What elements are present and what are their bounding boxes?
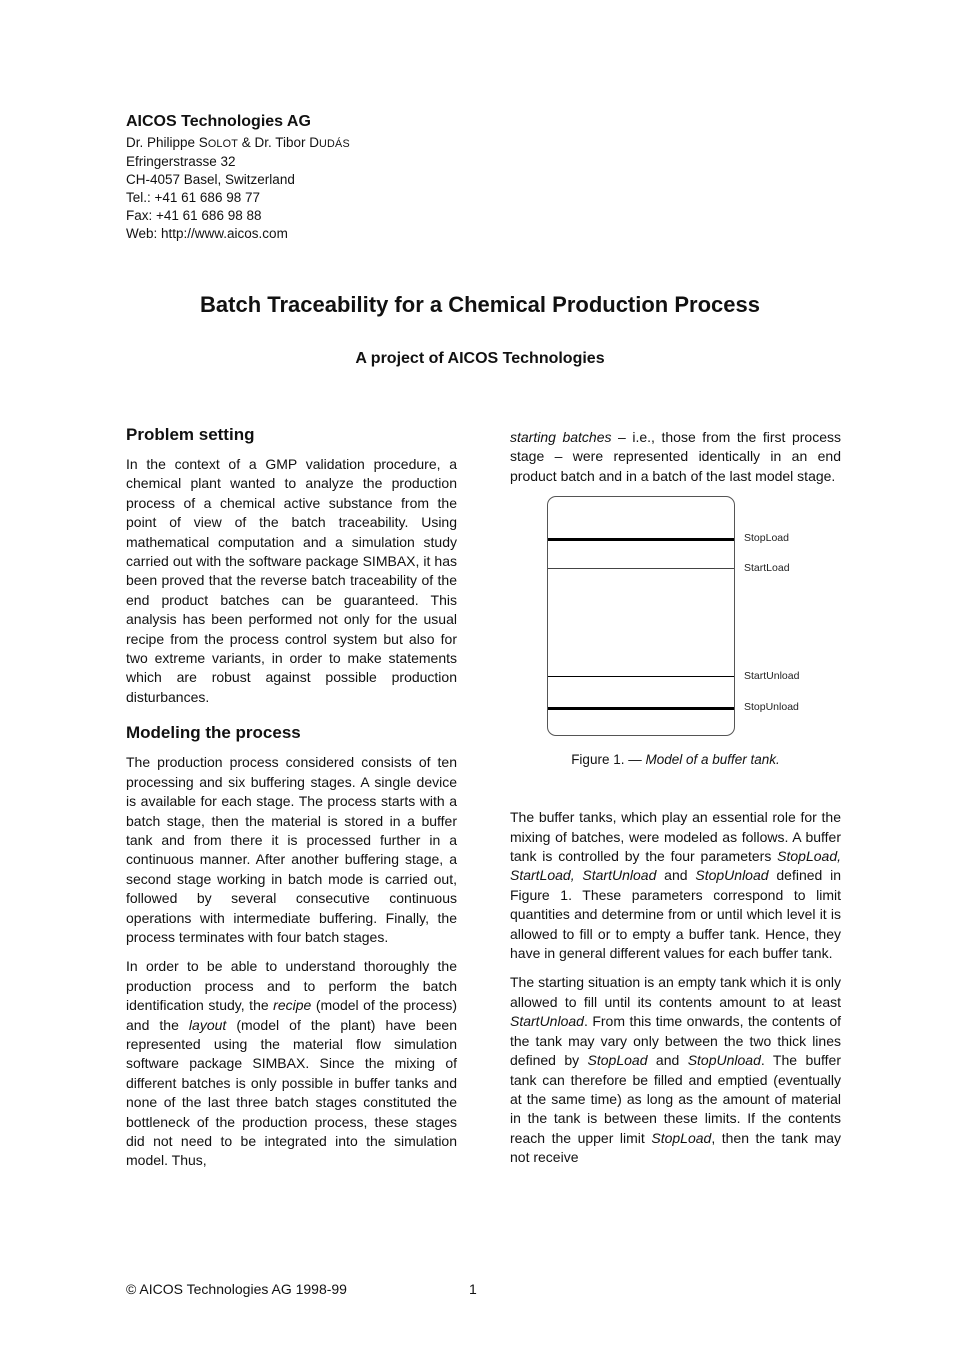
tank-label-startunload: StartUnload: [744, 670, 800, 683]
paragraph-starting-situation: The starting situation is an empty tank which it is only allowed to fill until its contents amount to at least StartUnload. From this time onwards, the contents of the tank may vary only between the two thick lines defined by StopLoad and StopUnload. The buffer tank can therefore be filled and emptied (eventually at the same time) as long as the amount of material in the tank is between these limits. If the contents reach the upper limit StopLoad, then the tank may not receive: [510, 974, 841, 1166]
paragraph-buffer-tanks: The buffer tanks, which play an essential role for the mixing of batches, were modeled as follows. A buffer tank is controlled by the four parameters StopLoad, StartLoad, StartUnload and StopUnload defined in Figure 1. These parameters correspond to limit quantities and determine from or until which level it is allowed to fill or to empty a buffer tank. Hence, they have in general different values for each buffer tank.: [510, 809, 842, 962]
website-line: Web: http://www.aicos.com: [126, 226, 288, 241]
tank-label-stopunload: StopUnload: [744, 701, 799, 714]
address-street: Efringerstrasse 32: [126, 154, 236, 169]
paragraph-problem-setting: In the context of a GMP validation procedure, a chemical plant wanted to analyze the production process of a chemical active substance from the point of view of the batch traceability. Using mathematical computation and a simulation study carried out with the software package SIMBAX, it has been proved that the reverse batch traceability of the end product batches can be guaranteed. This analysis has been performed not only for the usual recipe from the process control system but also for two extreme variants, in order to make statements which are robust against possible production disturbances.: [126, 456, 457, 705]
tank-outline: [547, 496, 735, 736]
letterhead: [126, 112, 350, 243]
paragraph-modeling-2: In order to be able to understand thoroughly the production process and to perform the batch identification study, the recipe (model of the process) and the layout (model of the plant) have been represented using the material flow simulation software package SIMBAX. Since the mixing of different batches is only possible in buffer tanks and none of the last three batch stages constituted the bottleneck of the production process, these stages did not need to be integrated into the simulation model. Thus,: [126, 958, 458, 1169]
figure-buffer-tank: [510, 496, 841, 788]
footer-copyright: © AICOS Technologies AG 1998-99: [126, 1281, 347, 1297]
footer-page-number: 1: [469, 1281, 477, 1297]
tank-line-startload: [548, 568, 734, 569]
address-city: CH-4057 Basel, Switzerland: [126, 172, 295, 187]
page-subtitle: A project of AICOS Technologies: [355, 350, 605, 367]
tank-label-stopload: StopLoad: [744, 532, 789, 545]
column-right: [510, 428, 841, 1178]
tank-label-startload: StartLoad: [744, 562, 790, 575]
fax-line: Fax: +41 61 686 98 88: [126, 208, 262, 223]
phone-line: Tel.: +41 61 686 98 77: [126, 190, 260, 205]
heading-problem-setting: Problem setting: [126, 425, 255, 444]
paragraph-modeling-1: The production process considered consists of ten processing and six buffering stages. A single device is available for each stage. The process starts with a batch stage, then the material is stored in a buffer tank and from there it is processed further in a continuous manner. After another buffering stage, a second stage working in batch mode is carried out, followed by several consecutive continuous operations with intermediate buffering. Finally, the process terminates with four batch stages.: [126, 754, 457, 945]
figure-caption: [510, 752, 841, 767]
heading-modeling-process: Modeling the process: [126, 723, 301, 743]
author-line: Dr. Philippe SOLOT & Dr. Tibor DUDÁS: [126, 135, 350, 150]
tank-line-stopunload: [548, 707, 734, 710]
figure-caption-number: Figure 1. —: [571, 752, 646, 768]
column-left: [126, 424, 457, 1181]
figure-caption-text: Model of a buffer tank.: [645, 752, 780, 768]
company-name: AICOS Technologies AG: [126, 113, 311, 130]
tank-line-startunload: [548, 676, 734, 677]
page-title: Batch Traceability for a Chemical Production Process: [200, 292, 760, 317]
tank-line-stopload: [548, 538, 734, 541]
paragraph-continuation: starting batches – i.e., those from the first process stage – were represented identically in an end product batch and in a batch of the last model stage.: [510, 429, 841, 484]
